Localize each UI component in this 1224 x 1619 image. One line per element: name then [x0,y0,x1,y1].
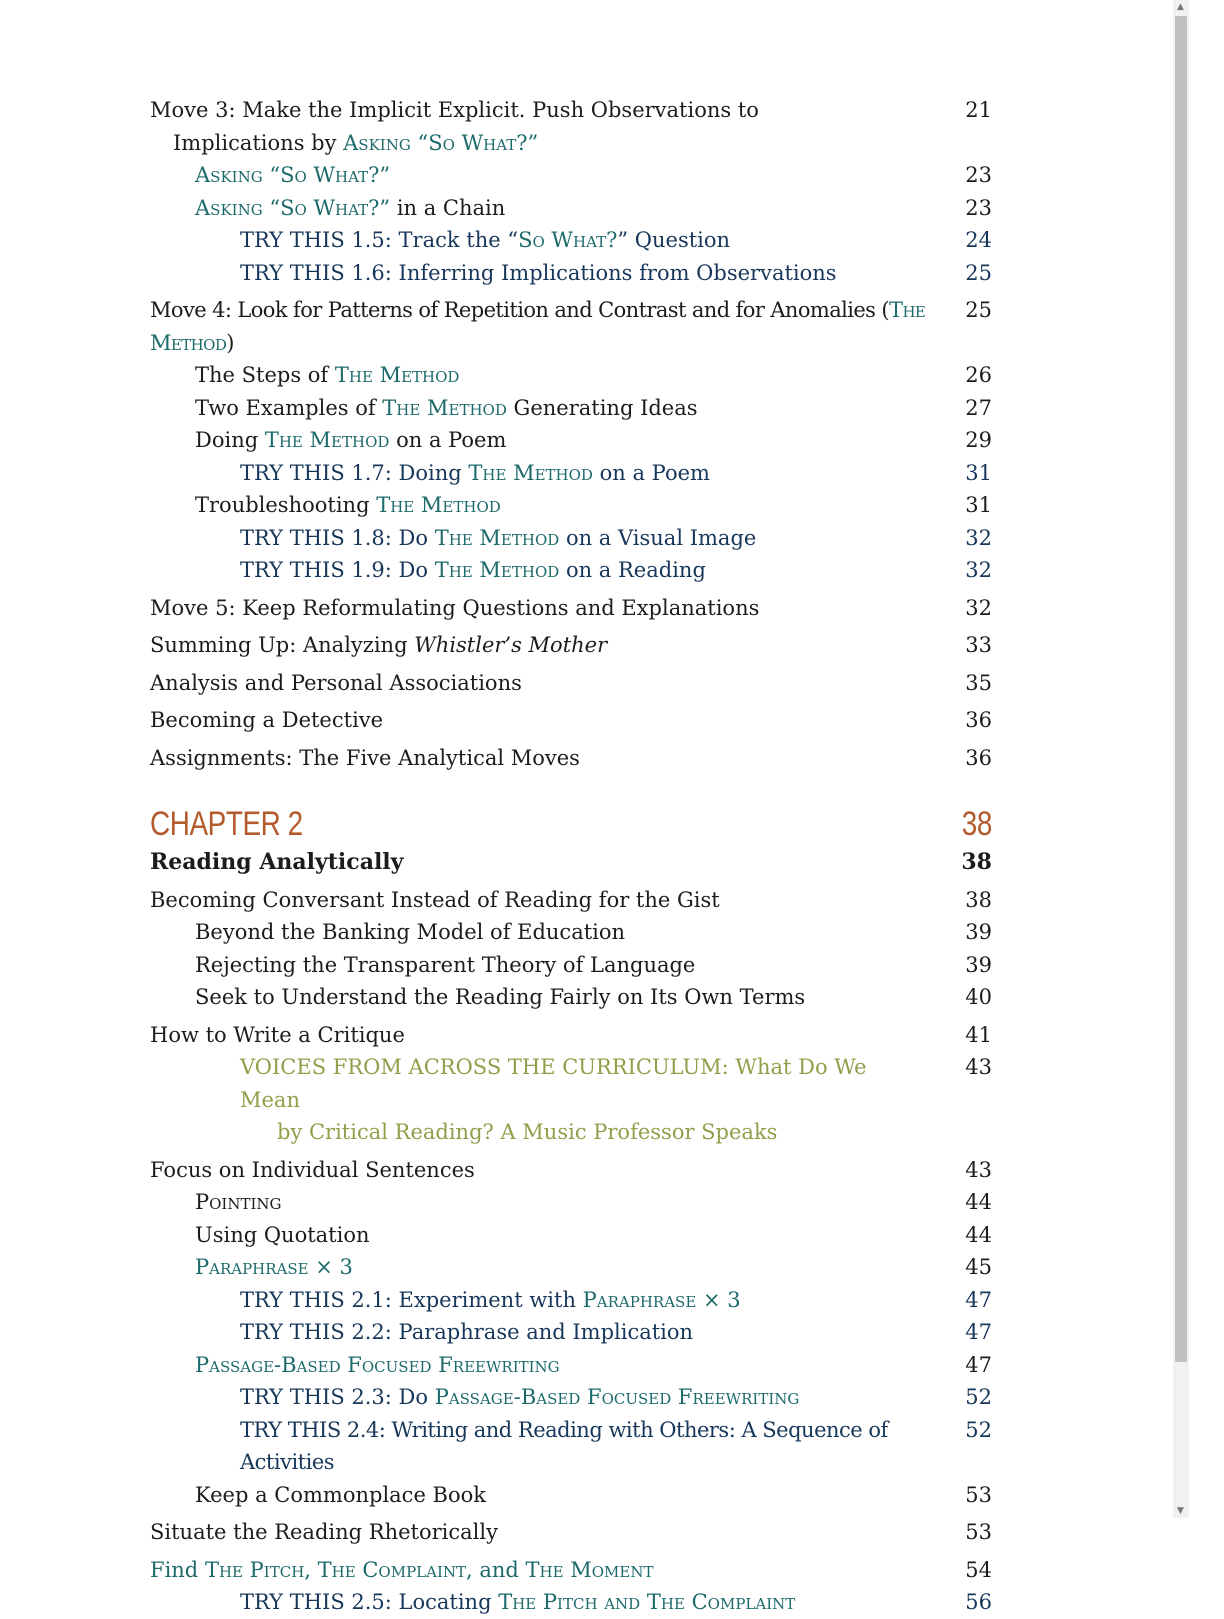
page-number: 25 [965,260,992,285]
toc-entry-try-2-1: TRY THIS 2.1: Experiment with Paraphrase × 3 47 [240,1284,992,1317]
toc-entry-voices: VOICES FROM ACROSS THE CURRICULUM: What Do We Mean by Critical Reading? A Music Professor Speaks 43 [240,1051,992,1149]
page-number: 23 [965,195,992,220]
toc-entry-passage: Passage-Based Focused Freewriting 47 [195,1349,992,1382]
page-number: 38 [961,849,992,875]
toc-entry-asking: Asking “So What?” 23 [195,159,992,192]
toc-entry-commonplace: Keep a Commonplace Book 53 [195,1479,992,1512]
page-number: 47 [965,1320,992,1344]
toc-entry-try-1-6: TRY THIS 1.6: Inferring Implications from Observations 25 [240,257,992,290]
page-number: 35 [965,670,992,695]
toc-entry-try-2-4: TRY THIS 2.4: Writing and Reading with Others: A Sequence of Activities 52 [240,1414,992,1479]
page-number: 32 [965,525,992,550]
page-number: 45 [965,1255,992,1279]
toc-entry-move4: Move 4: Look for Patterns of Repetition and Contrast and for Anomalies (The Method) 25 [150,294,992,359]
toc-entry-analysis-personal: Analysis and Personal Associations 35 [150,667,992,700]
toc-entry-steps: The Steps of The Method 26 [195,359,992,392]
vertical-scrollbar[interactable] [1173,0,1189,1518]
page-number: 32 [965,558,992,582]
page-number: 36 [965,708,992,732]
toc-entry-pointing: Pointing 44 [195,1186,992,1219]
page-number: 52 [965,1417,992,1442]
toc-entry-try-1-5: TRY THIS 1.5: Track the “So What?” Question 24 [240,224,992,257]
toc-entry-banking: Beyond the Banking Model of Education 39 [195,916,992,949]
page-number: 31 [965,460,992,485]
page-number: 54 [965,1557,992,1582]
page-number: 40 [965,985,992,1009]
page-number: 38 [965,887,992,912]
page-number: 25 [965,298,992,322]
toc-entry-try-2-2: TRY THIS 2.2: Paraphrase and Implication 47 [240,1316,992,1349]
page-number: 32 [965,595,992,620]
toc-entry-asking-chain: Asking “So What?” in a Chain 23 [195,192,992,225]
page-number: 44 [965,1222,992,1247]
page-number: 29 [965,428,992,452]
toc-entry-try-1-9: TRY THIS 1.9: Do The Method on a Reading 32 [240,554,992,587]
toc-entry-two-examples: Two Examples of The Method Generating Ideas 27 [195,392,992,425]
toc-entry-situate: Situate the Reading Rhetorically 53 [150,1516,992,1549]
scroll-down-arrow-icon[interactable]: ▼ [1177,1506,1184,1516]
toc-entry-focus: Focus on Individual Sentences 43 [150,1154,992,1187]
page-number: 43 [965,1055,992,1079]
page-number: 47 [965,1287,992,1312]
page-number: 31 [965,493,992,517]
toc-entry-quotation: Using Quotation 44 [195,1219,992,1252]
toc-entry-critique: How to Write a Critique 41 [150,1019,992,1052]
page-number: 47 [965,1352,992,1377]
page-number: 41 [965,1022,992,1047]
toc-entry-paraphrase: Paraphrase × 3 45 [195,1251,992,1284]
toc-entry-transparent: Rejecting the Transparent Theory of Language 39 [195,949,992,982]
toc-entry-summing-up: Summing Up: Analyzing Whistler’s Mother 33 [150,629,992,662]
page-number: 43 [965,1157,992,1182]
page-number: 56 [965,1590,992,1614]
toc-entry-seek: Seek to Understand the Reading Fairly on Its Own Terms 40 [195,981,992,1014]
chapter-title: Reading Analytically 38 [150,846,992,879]
scroll-up-arrow-icon[interactable]: ▲ [1177,2,1184,12]
toc-entry-try-2-5: TRY THIS 2.5: Locating The Pitch and The Complaint 56 [240,1586,992,1619]
page-number: 38 [961,805,992,843]
page-number: 24 [965,228,992,252]
table-of-contents [150,94,992,1619]
page-number: 53 [965,1520,992,1544]
page-number: 53 [965,1482,992,1507]
toc-entry-troubleshooting: Troubleshooting The Method 31 [195,489,992,522]
toc-entry-try-2-3: TRY THIS 2.3: Do Passage-Based Focused Freewriting 52 [240,1381,992,1414]
page-number: 26 [965,363,992,387]
page-number: 23 [965,163,992,187]
toc-entry-doing-poem: Doing The Method on a Poem 29 [195,424,992,457]
page-number: 39 [965,920,992,944]
toc-entry-conversant: Becoming Conversant Instead of Reading for the Gist 38 [150,884,992,917]
scrollbar-thumb[interactable] [1175,16,1187,1362]
toc-entry-move3: Move 3: Make the Implicit Explicit. Push Observations to Implications by Asking “So What?” 21 [150,94,992,159]
toc-entry-try-1-7: TRY THIS 1.7: Doing The Method on a Poem 31 [240,457,992,490]
toc-entry-assignments: Assignments: The Five Analytical Moves 36 [150,742,992,775]
page-number: 21 [965,98,992,122]
page-number: 36 [965,745,992,770]
toc-entry-detective: Becoming a Detective 36 [150,704,992,737]
chapter-heading: CHAPTER 2 38 [150,805,992,843]
toc-entry-find: Find The Pitch, The Complaint, and The Moment 54 [150,1554,992,1587]
page-number: 39 [965,952,992,977]
page-number: 44 [965,1190,992,1214]
toc-entry-try-1-8: TRY THIS 1.8: Do The Method on a Visual Image 32 [240,522,992,555]
page-number: 27 [965,395,992,420]
toc-entry-title: Move 3: Make the Implicit Explicit. Push Observations to [150,98,759,122]
page-number: 33 [965,633,992,657]
page-number: 52 [965,1385,992,1409]
toc-entry-move5: Move 5: Keep Reformulating Questions and Explanations 32 [150,592,992,625]
